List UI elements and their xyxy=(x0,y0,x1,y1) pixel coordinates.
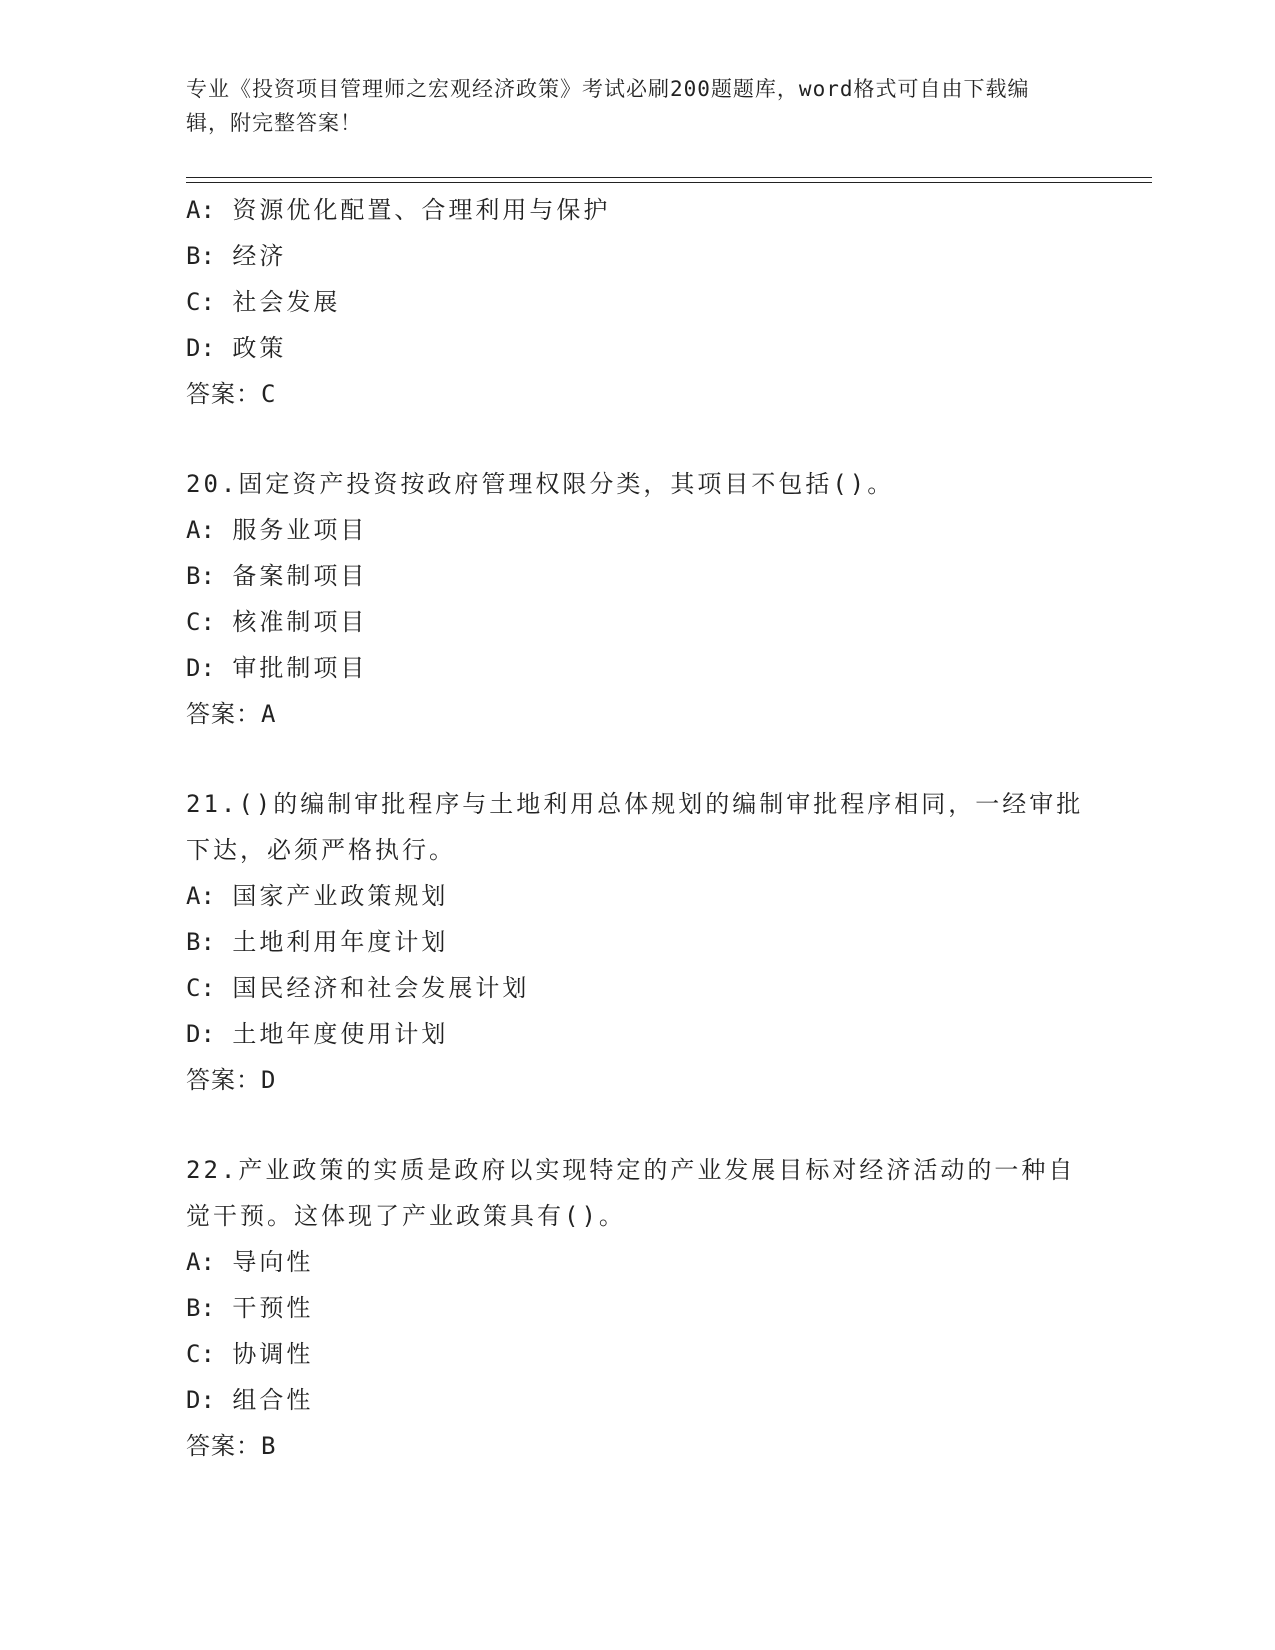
option-a xyxy=(186,873,1086,919)
option-label: D: xyxy=(186,1020,215,1048)
question-text: 20.固定资产投资按政府管理权限分类，其项目不包括()。 xyxy=(186,470,895,498)
option-b xyxy=(186,233,1086,279)
option-label: B: xyxy=(186,242,215,270)
question-block-22 xyxy=(186,1147,1086,1469)
question-block-21 xyxy=(186,781,1086,1103)
option-a xyxy=(186,507,1086,553)
answer-value: D xyxy=(261,1066,276,1094)
option-c xyxy=(186,1331,1086,1377)
answer-value: A xyxy=(261,700,276,728)
option-d xyxy=(186,645,1086,691)
option-text: 资源优化配置、合理利用与保护 xyxy=(232,196,611,224)
option-label: B: xyxy=(186,562,215,590)
header-rule-bottom xyxy=(186,182,1152,183)
option-text: 协调性 xyxy=(232,1340,314,1368)
answer-label: 答案： xyxy=(186,700,261,728)
option-d xyxy=(186,1377,1086,1423)
option-label: C: xyxy=(186,974,215,1002)
option-label: A: xyxy=(186,882,215,910)
option-text: 导向性 xyxy=(232,1248,314,1276)
option-label: C: xyxy=(186,608,215,636)
header-rule-top xyxy=(186,177,1152,178)
option-text: 国家产业政策规划 xyxy=(232,882,449,910)
answer-line xyxy=(186,1423,1086,1469)
question-block-19 xyxy=(186,187,1086,417)
option-d xyxy=(186,325,1086,371)
answer-label: 答案： xyxy=(186,1432,261,1460)
option-b xyxy=(186,1285,1086,1331)
option-text: 经济 xyxy=(232,242,287,270)
answer-line xyxy=(186,1057,1086,1103)
option-label: D: xyxy=(186,334,215,362)
answer-value: C xyxy=(261,380,276,408)
option-label: B: xyxy=(186,928,215,956)
answer-line xyxy=(186,371,1086,417)
question-block-20 xyxy=(186,461,1086,737)
option-text: 国民经济和社会发展计划 xyxy=(232,974,530,1002)
option-label: B: xyxy=(186,1294,215,1322)
option-b xyxy=(186,553,1086,599)
option-label: A: xyxy=(186,1248,215,1276)
answer-line xyxy=(186,691,1086,737)
option-text: 政策 xyxy=(232,334,287,362)
option-a xyxy=(186,187,1086,233)
question-text: 22.产业政策的实质是政府以实现特定的产业发展目标对经济活动的一种自觉干预。这体现了产业政策具有()。 xyxy=(186,1156,1076,1230)
option-label: D: xyxy=(186,1386,215,1414)
option-b xyxy=(186,919,1086,965)
option-text: 核准制项目 xyxy=(232,608,368,636)
option-text: 社会发展 xyxy=(232,288,341,316)
option-d xyxy=(186,1011,1086,1057)
option-text: 土地年度使用计划 xyxy=(232,1020,449,1048)
answer-value: B xyxy=(261,1432,276,1460)
option-text: 备案制项目 xyxy=(232,562,368,590)
option-text: 服务业项目 xyxy=(232,516,368,544)
answer-label: 答案： xyxy=(186,1066,261,1094)
option-label: D: xyxy=(186,654,215,682)
option-label: C: xyxy=(186,288,215,316)
question-list xyxy=(186,187,1086,1513)
document-header: 专业《投资项目管理师之宏观经济政策》考试必刷200题题库，word格式可自由下载编辑，附完整答案！ xyxy=(186,77,1030,135)
option-c xyxy=(186,965,1086,1011)
answer-label: 答案： xyxy=(186,380,261,408)
option-c xyxy=(186,279,1086,325)
option-text: 干预性 xyxy=(232,1294,314,1322)
option-a xyxy=(186,1239,1086,1285)
option-text: 组合性 xyxy=(232,1386,314,1414)
option-label: A: xyxy=(186,516,215,544)
option-label: A: xyxy=(186,196,215,224)
option-c xyxy=(186,599,1086,645)
option-text: 土地利用年度计划 xyxy=(232,928,449,956)
option-text: 审批制项目 xyxy=(232,654,368,682)
option-label: C: xyxy=(186,1340,215,1368)
question-text: 21.()的编制审批程序与土地利用总体规划的编制审批程序相同，一经审批下达，必须严格执行。 xyxy=(186,790,1084,864)
